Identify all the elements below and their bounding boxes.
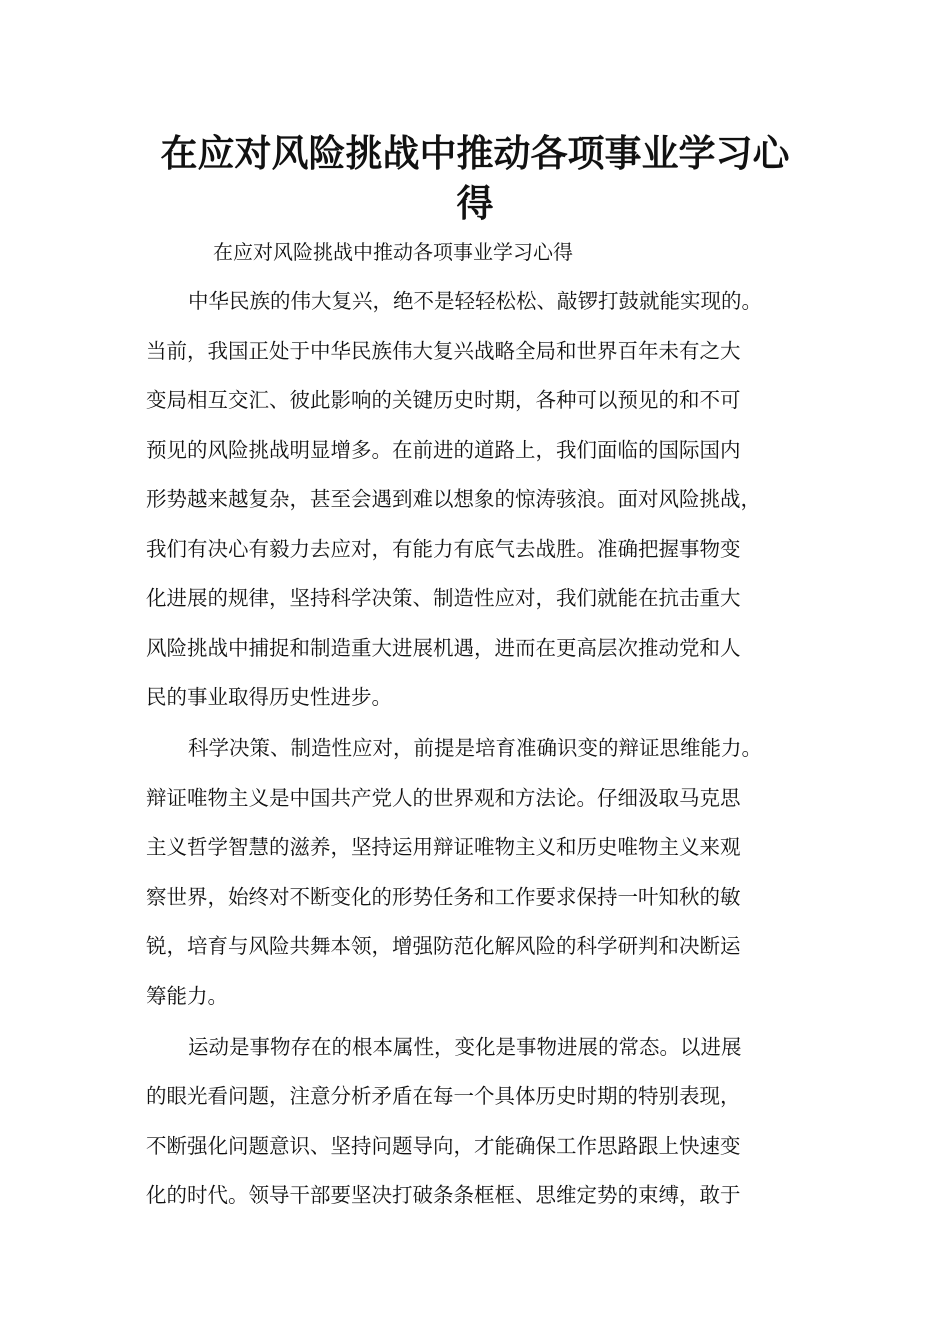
paragraph-line: 形势越来越复杂，甚至会遇到难以想象的惊涛骇浪。面对风险挑战， (146, 487, 761, 511)
document-subtitle: 在应对风险挑战中推动各项事业学习心得 (213, 240, 573, 264)
document-title-line-1: 在应对风险挑战中推动各项事业学习心 (160, 132, 790, 175)
paragraph-line: 当前，我国正处于中华民族伟大复兴战略全局和世界百年未有之大 (146, 339, 741, 363)
paragraph-line: 化的时代。领导干部要坚决打破条条框框、思维定势的束缚，敢于 (146, 1183, 741, 1207)
paragraph-line: 预见的风险挑战明显增多。在前进的道路上，我们面临的国际国内 (146, 438, 741, 462)
paragraph-line: 科学决策、制造性应对，前提是培育准确识变的辩证思维能力。 (188, 736, 762, 760)
paragraph-line: 中华民族的伟大复兴，绝不是轻轻松松、敲锣打鼓就能实现的。 (188, 289, 762, 313)
paragraph-line: 风险挑战中捕捉和制造重大进展机遇，进而在更高层次推动党和人 (146, 636, 741, 660)
document-title-line-2: 得 (456, 182, 494, 225)
paragraph-line: 锐，培育与风险共舞本领，增强防范化解风险的科学研判和决断运 (146, 934, 741, 958)
paragraph-line: 运动是事物存在的根本属性，变化是事物进展的常态。以进展 (188, 1035, 742, 1059)
paragraph-line: 筹能力。 (146, 984, 228, 1008)
paragraph-line: 察世界，始终对不断变化的形势任务和工作要求保持一叶知秋的敏 (146, 885, 741, 909)
paragraph-line: 民的事业取得历史性进步。 (146, 685, 392, 709)
paragraph-line: 我们有决心有毅力去应对，有能力有底气去战胜。准确把握事物变 (146, 537, 741, 561)
paragraph-line: 辩证唯物主义是中国共产党人的世界观和方法论。仔细汲取马克思 (146, 786, 741, 810)
paragraph-line: 化进展的规律，坚持科学决策、制造性应对，我们就能在抗击重大 (146, 586, 741, 610)
paragraph-line: 的眼光看问题，注意分析矛盾在每一个具体历史时期的特别表现， (146, 1084, 741, 1108)
paragraph-line: 变局相互交汇、彼此影响的关键历史时期，各种可以预见的和不可 (146, 388, 741, 412)
paragraph-line: 主义哲学智慧的滋养，坚持运用辩证唯物主义和历史唯物主义来观 (146, 835, 741, 859)
paragraph-line: 不断强化问题意识、坚持问题导向，才能确保工作思路跟上快速变 (146, 1134, 741, 1158)
